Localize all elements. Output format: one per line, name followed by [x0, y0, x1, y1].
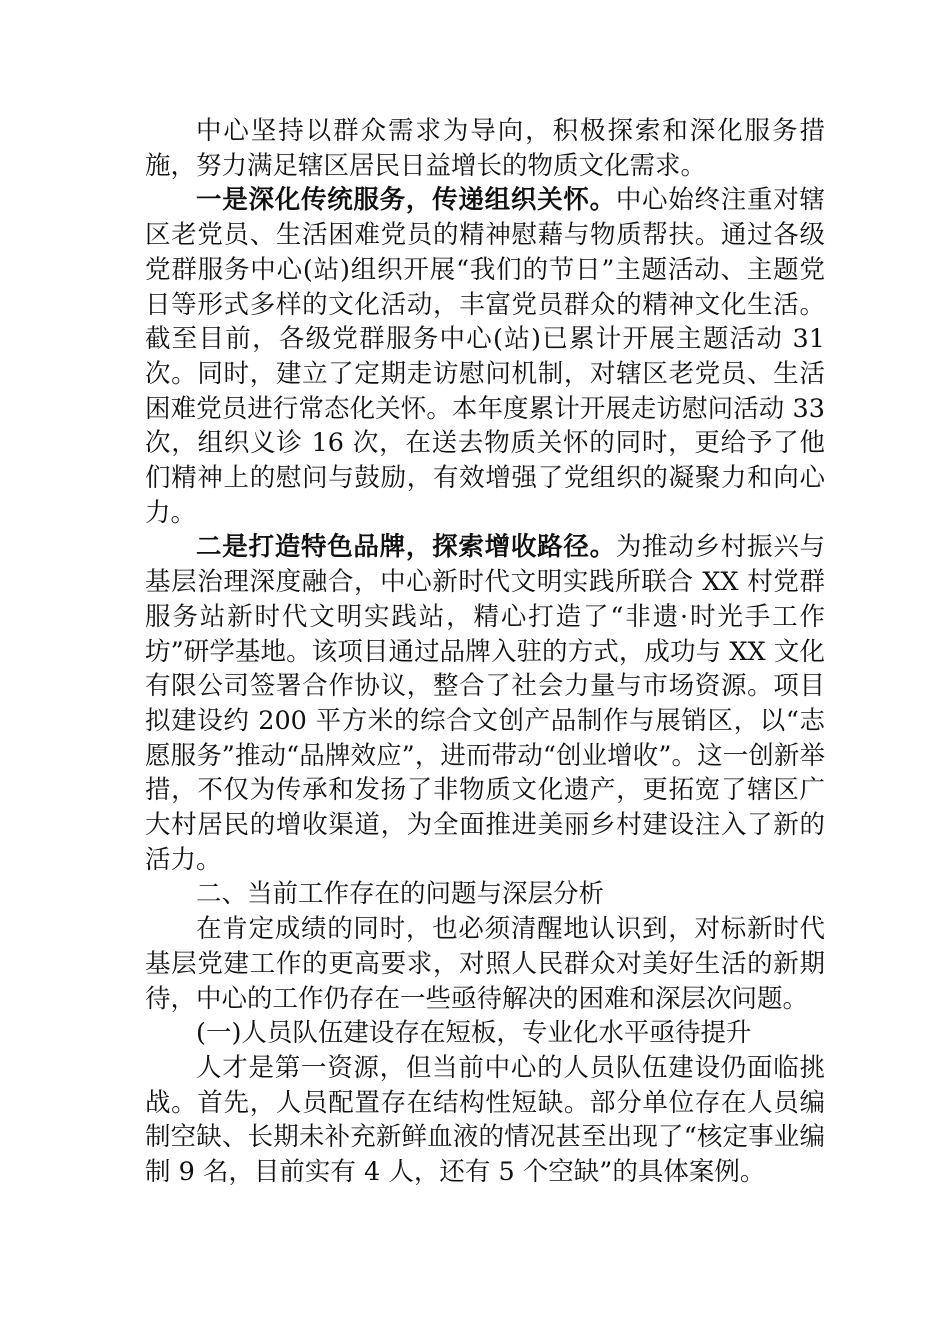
paragraph-problems-intro — [145, 912, 825, 1016]
heading-text: (一)人员队伍建设存在短板，专业化水平亟待提升 — [196, 1018, 752, 1049]
paragraph-text: 人才是第一资源，但当前中心的人员队伍建设仍面临挑战。首先，人员配置存在结构性短缺。部分单位存在人员编制空缺、长期未补充新鲜血液的情况甚至出现了“核定事业编制 9 名，目前实有 4 人，还有 5 个空缺”的具体案例。 — [145, 1052, 825, 1188]
paragraph-text: 为推动乡村振兴与基层治理深度融合，中心新时代文明实践所联合 XX 村党群服务站新时代文明实践站，精心打造了“非遗·时光手工作坊”研学基地。该项目通过品牌入驻的方式，成功与 XX 文化有限公司签署合作协议，整合了社会力量与市场资源。项目拟建设约 200 平方米的综合文创产品制作与展销区，以“志愿服务”推动“品牌效应”，进而带动“创业增收”。这一创新举措，不仅为传承和发扬了非物质文化遗产，更拓宽了辖区广大村居民的增收渠道，为全面推进美丽乡村建设注入了新的活力。 — [145, 532, 825, 875]
subsection-heading-staffing — [145, 1016, 825, 1051]
paragraph-text: 中心坚持以群众需求为导向，积极探索和深化服务措施，努力满足辖区居民日益增长的物质文化需求。 — [145, 116, 825, 181]
paragraph-intro — [145, 114, 825, 183]
section-heading-problems — [145, 877, 825, 912]
paragraph-text: 在肯定成绩的同时，也必须清醒地认识到，对标新时代基层党建工作的更高要求，对照人民群众对美好生活的新期待，中心的工作仍存在一些亟待解决的困难和深层次问题。 — [145, 914, 825, 1014]
document-body — [145, 114, 825, 1190]
paragraph-lead: 一是深化传统服务，传递组织关怀。 — [196, 185, 616, 216]
paragraph-traditional-service — [145, 183, 825, 530]
paragraph-lead: 二是打造特色品牌，探索增收路径。 — [196, 532, 616, 563]
heading-text: 二、当前工作存在的问题与深层分析 — [196, 879, 605, 910]
paragraph-brand-building — [145, 530, 825, 877]
paragraph-staffing — [145, 1051, 825, 1190]
paragraph-text: 中心始终注重对辖区老党员、生活困难党员的精神慰藉与物质帮扶。通过各级党群服务中心(站)组织开展“我们的节日”主题活动、主题党日等形式多样的文化活动，丰富党员群众的精神文化生活。截至目前，各级党群服务中心(站)已累计开展主题活动 31 次。同时，建立了定期走访慰问机制，对辖区老党员、生活困难党员进行常态化关怀。本年度累计开展走访慰问活动 33 次，组织义诊 16 次，在送去物质关怀的同时，更给予了他们精神上的慰问与鼓励，有效增强了党组织的凝聚力和向心力。 — [145, 185, 825, 528]
